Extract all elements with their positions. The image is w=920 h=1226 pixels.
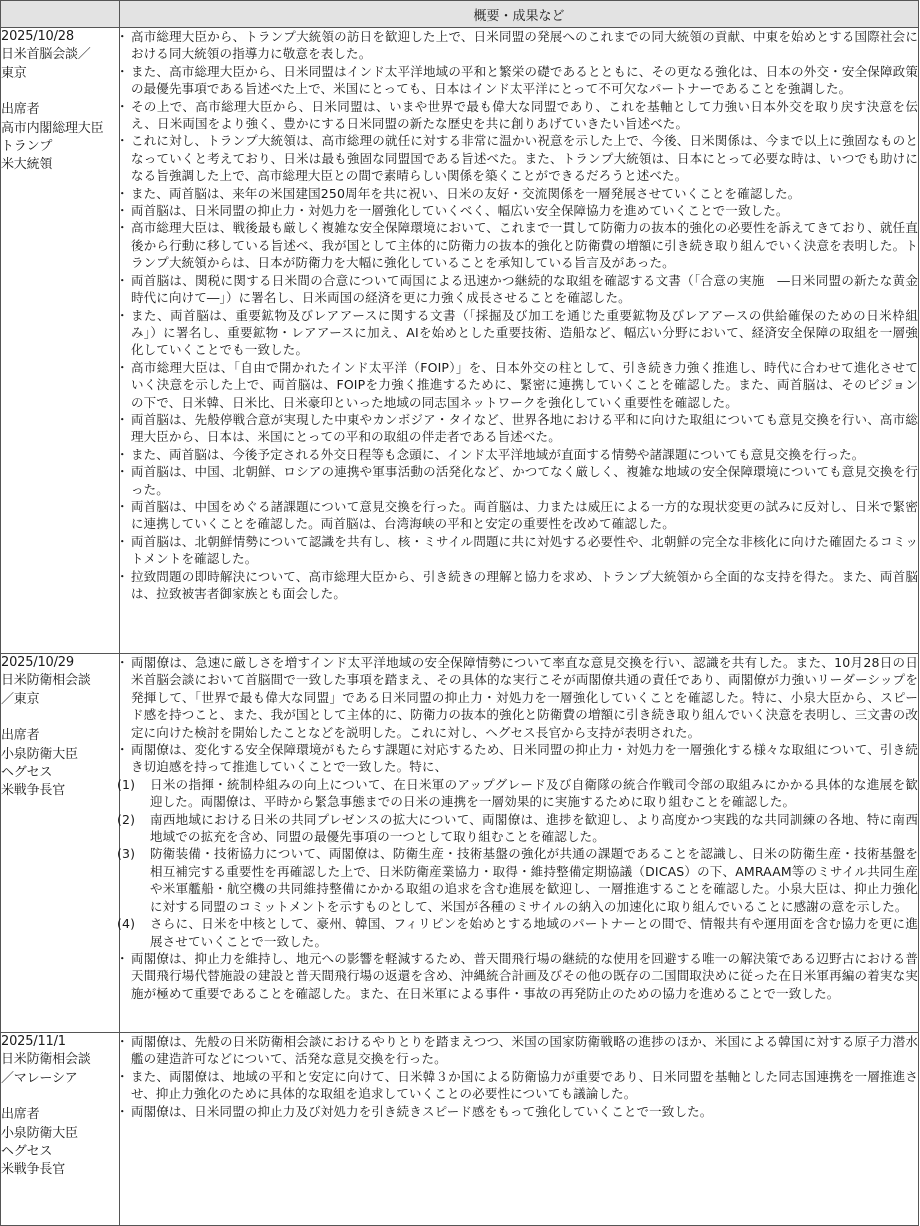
- item-text: また、両首脳は、来年の米国建国250周年を共に祝い、日米の友好・交流関係を一層発展させていくことを確認した。: [131, 185, 801, 201]
- summary-cell: [120, 28, 919, 654]
- item-text: 高市総理大臣は、「自由で開かれたインド太平洋（FOIP）」を、日本外交の柱として、引き続き力強く推進し、時代に合わせて進化させていく決意を示した上で、両首脳は、FOIPを力強く推進するために、緊密に連携していくことを確認した。また、両首脳は、そのビジョンの下で、日米韓、日米比、日米豪印といった地域の同志国ネットワークを強化していく重要性を確認した。: [131, 359, 918, 410]
- item-text: 両首脳は、北朝鮮情勢について認識を共有し、核・ミサイル問題に共に対処する必要性や、北朝鮮の完全な非核化に向けた確固たるコミットメントを確認した。: [131, 533, 918, 567]
- bullet-item: [120, 568, 918, 603]
- meeting-info-cell: [1, 1033, 120, 1226]
- numbered-item: [117, 915, 918, 950]
- bullet-item: [120, 411, 918, 446]
- header-cell-summary: 概要・成果など: [120, 1, 919, 28]
- item-text: 高市総理大臣から、トランプ大統領の訪日を歓迎した上で、日米同盟の発展へのこれまでの同大統領の貢献、中東を始めとする国際社会における同大統領の指導力に敬意を表した。: [131, 29, 918, 62]
- item-text: 両首脳は、日米同盟の抑止力・対処力を一層強化していくべく、幅広い安全保障協力を進めていくことで一致した。: [131, 203, 789, 219]
- bullet-item: [120, 28, 918, 63]
- numbered-item: [117, 845, 918, 915]
- bullet-item: [120, 307, 918, 359]
- item-text: また、両首脳は、重要鉱物及びレアアースに関する文書（「採掘及び加工を通じた重要鉱物及びレアアースの供給確保のための日米枠組み」）に署名し、重要鉱物・レアアースに加え、AIを始めとした重要技術、造船など、幅広い分野において、経済安全保障の取組を一層強化していくことでも一致した。: [131, 307, 918, 358]
- item-text: さらに、日米を中核として、豪州、韓国、フィリピンを始めとする地域のパートナーとの間で、情報共有や運用面を含む協力を更に進展させていくことで一致した。: [150, 916, 918, 949]
- attendee-us-name: ヘグセス: [1, 765, 53, 781]
- bullet-item: [120, 446, 918, 463]
- meeting-location: 東京: [1, 65, 27, 81]
- summary-list: [120, 1033, 918, 1120]
- meeting-name: 日米防衛相会談: [1, 1052, 91, 1068]
- item-text: 両閣僚は、抑止力を維持し、地元への影響を軽減するため、普天間飛行場の継続的な使用を回避する唯一の解決策である辺野古における普天間飛行場代替施設の建設と普天間飛行場の返還を含め、沖縄統合計画及びその他の既存の二国間取決めに従った在日米軍再編の着実な実施が極めて重要であることを確認した。また、在日米軍による事件・事故の再発防止のための協力を進めることで一致した。: [131, 950, 918, 1001]
- item-text: その上で、高市総理大臣から、日米同盟は、いまや世界で最も偉大な同盟であり、これを基軸として力強い日本外交を取り戻す決意を伝え、日米両国をより強く、豊かにする日米同盟の新たな歴史を共に創りあげていきたい旨述べた。: [131, 98, 918, 132]
- table-row: [1, 28, 919, 654]
- meeting-name: 日米防衛相会談: [1, 673, 91, 689]
- item-text: 両首脳は、先般停戦合意が実現した中東やカンボジア・タイなど、世界各地における平和に向けた取組についても意見交換を行い、高市総理大臣から、日本は、米国にとっての平和の取組の伴走者である旨述べた。: [131, 411, 918, 445]
- bullet-item: [120, 359, 918, 411]
- bullet-item: [120, 63, 918, 98]
- bullet-item: [120, 1103, 918, 1120]
- summary-cell: [117, 654, 919, 1033]
- meeting-info-cell: [1, 654, 120, 1033]
- item-text: 高市総理大臣は、戦後最も厳しく複雑な安全保障環境において、これまで一貫して防衛力の抜本的強化の必要性を訴えてきており、就任直後から行動に移している旨述べ、我が国として主体的に防衛力の抜本的強化と防衛費の増額に引き続き取り組んでいく決意を表明した。トランプ大統領からは、日本が防衛力を大幅に強化していることを承知している旨言及があった。: [131, 220, 918, 271]
- item-text: 両閣僚は、先般の日米防衛相会談におけるやりとりを踏まえつつ、米国の国家防衛戦略の進捗のほか、米国による韓国に対する原子力潜水艦の建造許可などについて、活発な意見交換を行った。: [131, 1034, 918, 1067]
- item-text: 両閣僚は、日米同盟の抑止力及び対処力を引き続きスピード感をもって強化していくことで一致した。: [131, 1103, 713, 1119]
- header-row: [1, 1, 919, 28]
- summary-cell: [120, 1033, 919, 1226]
- table-row: [1, 1033, 919, 1226]
- bullet-item: [120, 654, 918, 741]
- header-cell-blank: [1, 1, 120, 28]
- item-text: これに対し、トランプ大統領は、高市総理の就任に対する非常に温かい祝意を示した上で、今後、日米関係は、今まで以上に強固なものとなっていくと考えており、日米は最も強固な同盟国である旨述べた。また、トランプ大統領は、日本にとって必要な時は、いつでも助けになる旨強調した上で、高市総理大臣との間で素晴らしい関係を築くことができるだろうと述べた。: [131, 133, 918, 184]
- bullet-item: [120, 132, 918, 184]
- item-text: 両首脳は、関税に関する日米間の合意について両国による迅速かつ継続的な取組を確認する文書（「合意の実施 ―日米同盟の新たな黄金時代に向けて―」）に署名し、日米両国の経済を更に力強く成長させることを確認した。: [131, 272, 918, 306]
- meeting-location: ／東京: [1, 691, 40, 707]
- attendee-us-name: トランプ: [1, 139, 53, 155]
- meeting-info-cell: [1, 28, 120, 654]
- bullet-item: [120, 202, 918, 219]
- item-text: 日米の指揮・統制枠組みの向上について、在日米軍のアップグレード及び自衛隊の統合作戦司令部の取組みにかかる具体的な進展を歓迎した。両閣僚は、平時から緊急事態までの日米の連携を一層効果的に実施するために取り組むことを確認した。: [150, 776, 918, 810]
- meeting-date: 2025/11/1: [1, 1034, 66, 1049]
- meeting-name: 日米首脳会談／: [1, 47, 91, 63]
- attendees-label: 出席者: [1, 102, 40, 118]
- bullet-item: [120, 1068, 918, 1103]
- meeting-date: 2025/10/28: [1, 29, 74, 44]
- item-number: (4): [117, 916, 136, 932]
- bullet-item: [120, 498, 918, 533]
- summary-list: [117, 654, 918, 1002]
- bullet-item: [120, 950, 918, 1002]
- item-text: 両閣僚は、急速に厳しさを増すインド太平洋地域の安全保障情勢について率直な意見交換を行い、認識を共有した。また、10月28日の日米首脳会談において首脳間で一致した事項を踏まえ、その具体的な実行こそが両閣僚共通の責任であり、両閣僚が力強いリーダーシップを発揮して、「世界で最も偉大な同盟」である日米同盟の抑止力・対処力を一層強化していくことを確認した。特に、小泉大臣から、スピード感を持つこと、また、我が国として主体的に、防衛力の抜本的強化と防衛費の増額に引き続き取り組んでいく決意を表明し、三文書の改定に向けた検討を開始したことなどを説明した。これに対し、ヘグセス長官から支持が表明された。: [131, 655, 918, 740]
- bullet-item: [120, 219, 918, 271]
- item-text: また、両首脳は、今後予定される外交日程等も念頭に、インド太平洋地域が直面する情勢や諸課題についても意見交換を行った。: [131, 446, 865, 462]
- item-text: また、高市総理大臣から、日米同盟はインド太平洋地域の平和と繁栄の礎であるとともに、その更なる強化は、日本の外交・安全保障政策の最優先事項である旨述べた上で、米国にとっても、日本はインド太平洋にとって不可欠なパートナーであることを強調した。: [131, 63, 918, 97]
- meeting-location: ／マレーシア: [1, 1070, 78, 1086]
- attendees-label: 出席者: [1, 1107, 40, 1123]
- attendee-japan: 高市内閣総理大臣: [1, 120, 104, 136]
- attendee-us-name: ヘグセス: [1, 1144, 53, 1160]
- item-text: また、両閣僚は、地域の平和と安定に向けて、日米韓３か国による防衛協力が重要であり、日米同盟を基軸とした同志国連携を一層推進させ、抑止力強化のために具体的な取組を追求していくことの必要性についても議論した。: [131, 1068, 918, 1102]
- meeting-date: 2025/10/29: [1, 655, 74, 670]
- item-text: 両閣僚は、変化する安全保障環境がもたらす課題に対応するため、日米同盟の抑止力・対処力を一層強化する様々な取組について、引き続き切迫感を持って推進していくことで一致した。特に、: [131, 742, 918, 775]
- bullet-item: [120, 741, 918, 776]
- item-text: 両首脳は、中国をめぐる諸課題について意見交換を行った。両首脳は、力または威圧による一方的な現状変更の試みに反対し、日米で緊密に連携していくことを確認した。両首脳は、台湾海峡の平和と安定の重要性を改めて確認した。: [131, 498, 918, 532]
- numbered-item: [117, 811, 918, 846]
- numbered-item: [117, 776, 918, 811]
- item-text: 両首脳は、中国、北朝鮮、ロシアの連携や軍事活動の活発化など、かつてなく厳しく、複雑な地域の安全保障環境についても意見交換を行った。: [131, 464, 918, 497]
- attendees-label: 出席者: [1, 728, 40, 744]
- item-text: 防衛装備・技術協力について、両閣僚は、防衛生産・技術基盤の強化が共通の課題であることを認識し、日米の防衛生産・技術基盤を相互補完する重要性を再確認した上で、日米防衛産業協力・取得・維持整備定期協議（DICAS）の下、AMRAAM等のミサイル共同生産や米軍艦船・航空機の共同維持整備にかかる取組の追求を含む進展を歓迎し、一層推進することを確認した。小泉大臣は、抑止力強化に対する同盟のコミットメントを示すものとして、米国が各種のミサイルの納入の加速化に取り組んでいることに感謝の意を示した。: [150, 846, 918, 914]
- bullet-item: [120, 98, 918, 133]
- attendee-us-title: 米大統領: [1, 157, 53, 173]
- bullet-item: [120, 185, 918, 202]
- attendee-us-title: 米戦争長官: [1, 1162, 66, 1178]
- bullet-item: [120, 463, 918, 498]
- item-text: 南西地域における日米の共同プレゼンスの拡大について、両閣僚は、進捗を歓迎し、より高度かつ実践的な共同訓練の各地、特に南西地域での拡充を含め、同盟の最優先事項の一つとして取り組むことを確認した。: [150, 811, 918, 845]
- attendee-japan: 小泉防衛大臣: [1, 746, 78, 762]
- item-number: (2): [117, 811, 136, 827]
- bullet-item: [120, 1033, 918, 1068]
- item-number: (3): [117, 846, 136, 862]
- table-row: [1, 654, 919, 1033]
- bullet-item: [120, 272, 918, 307]
- item-text: 拉致問題の即時解決について、高市総理大臣から、引き続きの理解と協力を求め、トランプ大統領から全面的な支持を得た。また、両首脳は、拉致被害者御家族とも面会した。: [131, 568, 918, 601]
- attendee-us-title: 米戦争長官: [1, 783, 66, 799]
- summary-list: [120, 28, 918, 602]
- attendee-japan: 小泉防衛大臣: [1, 1125, 78, 1141]
- item-number: (1): [117, 776, 136, 792]
- bullet-item: [120, 533, 918, 568]
